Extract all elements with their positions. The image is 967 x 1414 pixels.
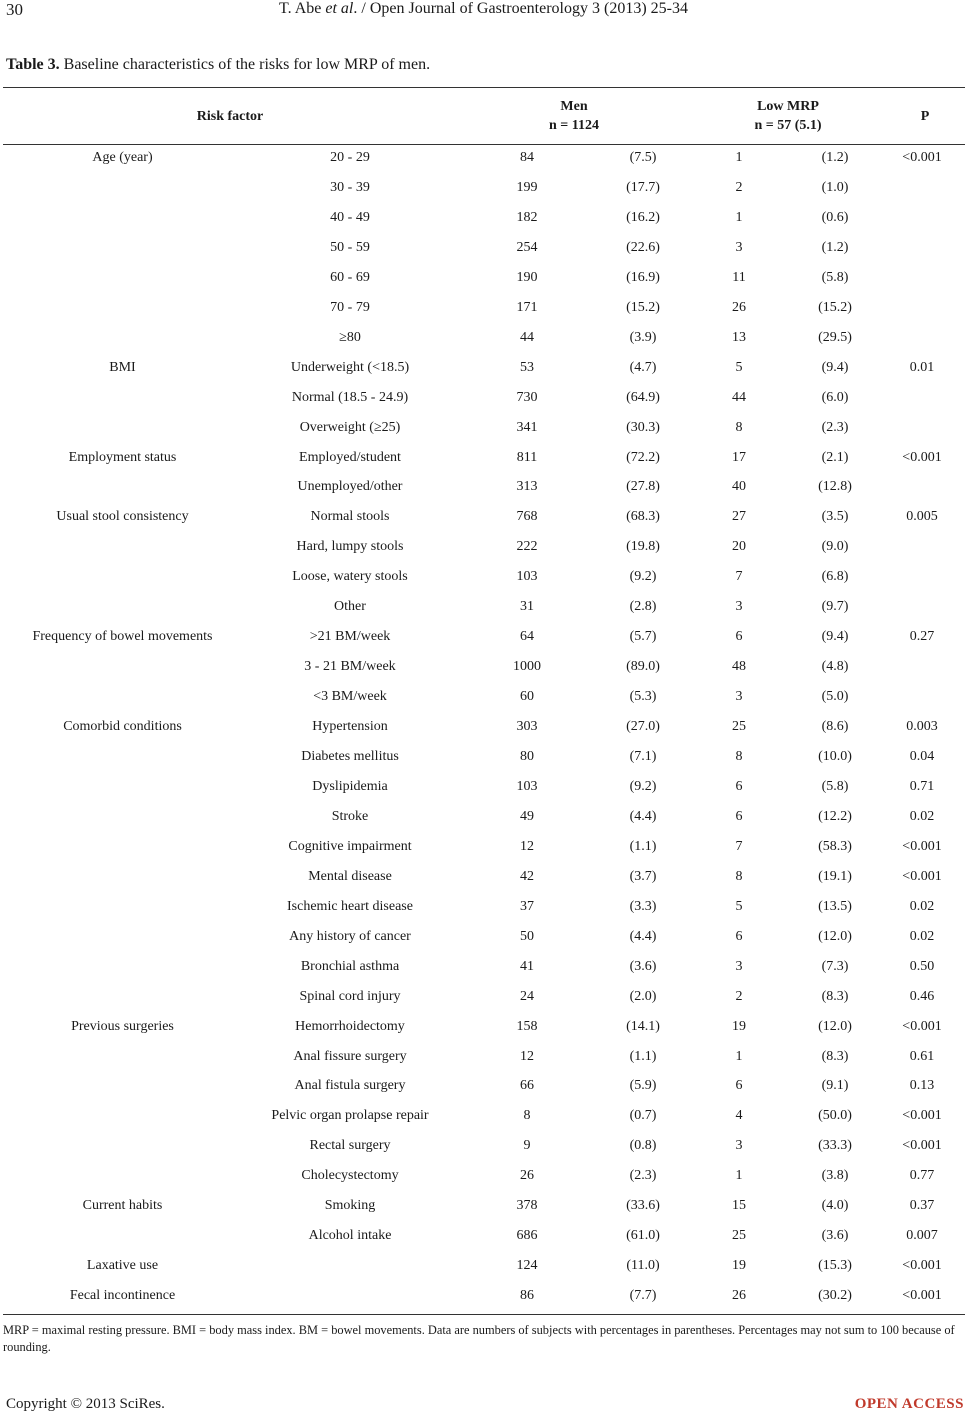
men-count-cell: 49 — [520, 808, 534, 824]
table-row — [0, 1198, 967, 1228]
subcategory-cell: Smoking — [324, 1198, 376, 1214]
low-mrp-count-cell: 7 — [735, 569, 743, 585]
men-percent-cell: (5.7) — [629, 629, 657, 645]
low-mrp-count-cell: 3 — [735, 239, 743, 255]
men-percent-cell: (7.7) — [629, 1288, 657, 1304]
men-percent-cell: (30.3) — [626, 419, 660, 435]
table-row — [0, 1049, 967, 1079]
low-mrp-percent-cell: (12.8) — [818, 479, 852, 495]
p-value-cell: 0.77 — [909, 1168, 935, 1184]
low-mrp-percent-cell: (12.0) — [818, 928, 852, 944]
p-value-cell: <0.001 — [902, 838, 942, 854]
low-mrp-count-cell: 48 — [732, 659, 746, 675]
subcategory-cell: Overweight (≥25) — [299, 419, 401, 435]
low-mrp-percent-cell: (3.5) — [821, 509, 849, 525]
low-mrp-count-cell: 26 — [732, 299, 746, 315]
low-mrp-percent-cell: (6.8) — [821, 569, 849, 585]
header-men-label: Men — [560, 99, 588, 114]
men-count-cell: 171 — [516, 299, 538, 315]
risk-factor-cell: Current habits — [82, 1198, 163, 1214]
risk-factor-cell: Laxative use — [86, 1258, 159, 1274]
p-value-cell: 0.37 — [909, 1198, 935, 1214]
men-count-cell: 50 — [520, 928, 534, 944]
table-row — [0, 360, 967, 390]
subcategory-cell: 70 - 79 — [330, 299, 370, 315]
table-row — [0, 270, 967, 300]
men-count-cell: 84 — [520, 150, 534, 165]
table-row — [0, 479, 967, 509]
copyright: Copyright © 2013 SciRes. — [6, 1396, 165, 1412]
risk-factor-cell: Frequency of bowel movements — [32, 629, 213, 645]
low-mrp-count-cell: 8 — [735, 419, 743, 435]
subcategory-cell: Diabetes mellitus — [301, 749, 399, 764]
low-mrp-percent-cell: (5.8) — [821, 778, 849, 794]
men-count-cell: 53 — [520, 359, 534, 375]
subcategory-cell: Hemorrhoidectomy — [295, 1018, 405, 1034]
men-count-cell: 730 — [516, 389, 538, 405]
men-count-cell: 64 — [520, 629, 534, 645]
header-men — [490, 97, 658, 135]
low-mrp-percent-cell: (2.1) — [821, 449, 849, 465]
men-percent-cell: (3.3) — [629, 898, 657, 914]
low-mrp-percent-cell: (9.0) — [821, 539, 849, 555]
men-percent-cell: (4.7) — [629, 359, 657, 375]
table-row — [0, 779, 967, 809]
men-count-cell: 303 — [516, 719, 538, 735]
low-mrp-count-cell: 6 — [735, 808, 743, 824]
p-value-cell: <0.001 — [902, 1288, 942, 1304]
men-count-cell: 341 — [516, 419, 538, 435]
subcategory-cell: Normal stools — [310, 509, 390, 525]
men-percent-cell: (15.2) — [626, 299, 660, 315]
table-row — [0, 899, 967, 929]
low-mrp-percent-cell: (8.3) — [821, 1048, 849, 1064]
subcategory-cell: Other — [334, 599, 366, 615]
running-head-journal: . / Open Journal of Gastroenterology 3 (2013) 25-34 — [353, 0, 688, 17]
men-count-cell: 41 — [520, 958, 534, 974]
subcategory-cell: Cognitive impairment — [288, 838, 412, 854]
subcategory-cell: Cholecystectomy — [301, 1168, 399, 1184]
low-mrp-count-cell: 11 — [732, 269, 746, 285]
subcategory-cell: Normal (18.5 - 24.9) — [291, 389, 409, 405]
men-percent-cell: (7.5) — [629, 150, 657, 165]
men-count-cell: 199 — [516, 179, 538, 195]
low-mrp-percent-cell: (12.0) — [818, 1018, 852, 1034]
men-percent-cell: (89.0) — [626, 659, 660, 675]
table-row — [0, 509, 967, 539]
table-row — [0, 240, 967, 270]
low-mrp-percent-cell: (8.6) — [821, 719, 849, 735]
low-mrp-count-cell: 1 — [735, 209, 743, 225]
men-percent-cell: (17.7) — [626, 179, 660, 195]
men-count-cell: 86 — [520, 1288, 534, 1304]
p-value-cell: <0.001 — [902, 150, 942, 165]
risk-factor-cell: Comorbid conditions — [63, 719, 182, 735]
risk-factor-cell: Age (year) — [92, 150, 153, 165]
table-row — [0, 1258, 967, 1288]
men-percent-cell: (16.9) — [626, 269, 660, 285]
men-percent-cell: (3.7) — [629, 868, 657, 884]
men-count-cell: 37 — [520, 898, 534, 914]
men-count-cell: 313 — [516, 479, 538, 495]
men-count-cell: 190 — [516, 269, 538, 285]
low-mrp-percent-cell: (4.8) — [821, 659, 849, 675]
table-row — [0, 749, 967, 779]
men-count-cell: 12 — [520, 838, 534, 854]
low-mrp-percent-cell: (30.2) — [818, 1288, 852, 1304]
subcategory-cell: Alcohol intake — [308, 1228, 392, 1244]
table-row — [0, 959, 967, 989]
header-low-mrp-label: Low MRP — [757, 99, 819, 114]
p-value-cell: 0.003 — [906, 719, 938, 735]
low-mrp-count-cell: 6 — [735, 928, 743, 944]
men-percent-cell: (2.3) — [629, 1168, 657, 1184]
men-percent-cell: (19.8) — [626, 539, 660, 555]
p-value-cell: <0.001 — [902, 1258, 942, 1274]
low-mrp-count-cell: 25 — [732, 719, 746, 735]
men-count-cell: 26 — [520, 1168, 534, 1184]
table-row — [0, 989, 967, 1019]
low-mrp-count-cell: 40 — [732, 479, 746, 495]
table-row — [0, 1019, 967, 1049]
low-mrp-count-cell: 20 — [732, 539, 746, 555]
table-row — [0, 1078, 967, 1108]
men-percent-cell: (9.2) — [629, 778, 657, 794]
low-mrp-count-cell: 4 — [735, 1108, 743, 1124]
men-percent-cell: (7.1) — [629, 749, 657, 764]
low-mrp-percent-cell: (1.0) — [821, 179, 849, 195]
table-row — [0, 1138, 967, 1168]
low-mrp-count-cell: 5 — [735, 898, 743, 914]
table-row — [0, 539, 967, 569]
low-mrp-count-cell: 19 — [732, 1258, 746, 1274]
low-mrp-percent-cell: (19.1) — [818, 868, 852, 884]
p-value-cell: 0.61 — [909, 1048, 935, 1064]
men-percent-cell: (14.1) — [626, 1018, 660, 1034]
subcategory-cell: 60 - 69 — [330, 269, 370, 285]
p-value-cell: 0.005 — [906, 509, 938, 525]
subcategory-cell: Dyslipidemia — [312, 778, 388, 794]
table-row — [0, 180, 967, 210]
low-mrp-percent-cell: (9.7) — [821, 599, 849, 615]
men-count-cell: 254 — [516, 239, 538, 255]
table-row — [0, 1168, 967, 1198]
p-value-cell: 0.02 — [909, 898, 935, 914]
subcategory-cell: Hypertension — [312, 719, 388, 735]
low-mrp-count-cell: 1 — [735, 1168, 743, 1184]
low-mrp-count-cell: 6 — [735, 1078, 743, 1094]
men-percent-cell: (3.9) — [629, 329, 657, 345]
p-value-cell: <0.001 — [902, 868, 942, 884]
table-caption-label: Table 3. — [6, 56, 60, 73]
men-percent-cell: (9.2) — [629, 569, 657, 585]
low-mrp-percent-cell: (5.8) — [821, 269, 849, 285]
men-percent-cell: (68.3) — [626, 509, 660, 525]
men-count-cell: 31 — [520, 599, 534, 615]
p-value-cell: 0.71 — [909, 778, 935, 794]
men-count-cell: 9 — [523, 1138, 531, 1154]
low-mrp-percent-cell: (33.3) — [818, 1138, 852, 1154]
subcategory-cell: Mental disease — [308, 868, 392, 884]
men-percent-cell: (72.2) — [626, 449, 660, 465]
table-footnote: MRP = maximal resting pressure. BMI = body mass index. BM = bowel movements. Data are numbers of subjects with percentages in parentheses. Percentages may not sum to 100 because of rounding. — [3, 1323, 955, 1354]
low-mrp-percent-cell: (13.5) — [818, 898, 852, 914]
low-mrp-count-cell: 3 — [735, 599, 743, 615]
low-mrp-percent-cell: (12.2) — [818, 808, 852, 824]
table-row — [0, 300, 967, 330]
table-row — [0, 659, 967, 689]
subcategory-cell: 30 - 39 — [330, 179, 370, 195]
subcategory-cell: Stroke — [331, 808, 369, 824]
subcategory-cell: Loose, watery stools — [292, 569, 408, 585]
subcategory-cell: Bronchial asthma — [300, 958, 400, 974]
low-mrp-percent-cell: (15.3) — [818, 1258, 852, 1274]
table-row — [0, 599, 967, 629]
p-value-cell: 0.02 — [909, 808, 935, 824]
men-percent-cell: (61.0) — [626, 1228, 660, 1244]
risk-factor-cell: Usual stool consistency — [56, 509, 189, 525]
low-mrp-count-cell: 3 — [735, 1138, 743, 1154]
p-value-cell: <0.001 — [902, 1138, 942, 1154]
men-count-cell: 24 — [520, 988, 534, 1004]
risk-factor-cell: Fecal incontinence — [69, 1288, 176, 1304]
low-mrp-percent-cell: (3.6) — [821, 1228, 849, 1244]
low-mrp-count-cell: 8 — [735, 868, 743, 884]
header-men-count: n = 1124 — [549, 118, 599, 133]
subcategory-cell: 3 - 21 BM/week — [304, 659, 396, 675]
men-count-cell: 124 — [516, 1258, 538, 1274]
low-mrp-percent-cell: (29.5) — [818, 329, 852, 345]
table-row — [0, 210, 967, 240]
subcategory-cell: ≥80 — [339, 329, 361, 345]
low-mrp-count-cell: 44 — [732, 389, 746, 405]
table-row — [0, 569, 967, 599]
men-percent-cell: (0.7) — [629, 1108, 657, 1124]
low-mrp-percent-cell: (2.3) — [821, 419, 849, 435]
subcategory-cell: Hard, lumpy stools — [296, 539, 404, 555]
men-count-cell: 811 — [516, 449, 538, 465]
table-caption — [6, 56, 430, 74]
table-row — [0, 839, 967, 869]
men-percent-cell: (33.6) — [626, 1198, 660, 1214]
men-count-cell: 8 — [523, 1108, 531, 1124]
running-head — [0, 0, 967, 18]
subcategory-cell: Anal fissure surgery — [293, 1048, 407, 1064]
risk-factor-cell: Employment status — [68, 449, 177, 465]
subcategory-cell: Spinal cord injury — [299, 988, 401, 1004]
men-percent-cell: (0.8) — [629, 1138, 657, 1154]
men-count-cell: 158 — [516, 1018, 538, 1034]
low-mrp-percent-cell: (6.0) — [821, 389, 849, 405]
subcategory-cell: Any history of cancer — [289, 928, 411, 944]
men-count-cell: 182 — [516, 209, 538, 225]
p-value-cell: <0.001 — [902, 1108, 942, 1124]
low-mrp-percent-cell: (9.4) — [821, 359, 849, 375]
subcategory-cell: Ischemic heart disease — [287, 898, 413, 914]
subcategory-cell: Rectal surgery — [309, 1138, 391, 1154]
men-count-cell: 103 — [516, 778, 538, 794]
low-mrp-count-cell: 6 — [735, 629, 743, 645]
subcategory-cell: Underweight (<18.5) — [290, 359, 410, 375]
men-percent-cell: (4.4) — [629, 808, 657, 824]
men-count-cell: 60 — [520, 689, 534, 705]
men-percent-cell: (3.6) — [629, 958, 657, 974]
low-mrp-percent-cell: (58.3) — [818, 838, 852, 854]
p-value-cell: 0.01 — [909, 359, 935, 375]
low-mrp-count-cell: 6 — [735, 778, 743, 794]
low-mrp-count-cell: 2 — [735, 179, 743, 195]
table-row — [0, 330, 967, 360]
table-header-rule — [3, 144, 965, 145]
p-value-cell: 0.50 — [909, 958, 935, 974]
subcategory-cell: Unemployed/other — [297, 479, 403, 495]
risk-factor-cell: Previous surgeries — [71, 1018, 174, 1034]
men-percent-cell: (11.0) — [626, 1258, 660, 1274]
table-row — [0, 719, 967, 749]
risk-factor-cell: BMI — [109, 359, 136, 375]
header-risk-factor: Risk factor — [196, 109, 264, 124]
p-value-cell: 0.46 — [909, 988, 935, 1004]
open-access-label: OPEN ACCESS — [854, 1396, 964, 1412]
table-row — [0, 689, 967, 719]
low-mrp-count-cell: 3 — [735, 958, 743, 974]
men-percent-cell: (1.1) — [629, 1048, 657, 1064]
men-count-cell: 66 — [520, 1078, 534, 1094]
men-count-cell: 1000 — [513, 659, 541, 675]
low-mrp-count-cell: 8 — [735, 749, 743, 764]
low-mrp-count-cell: 5 — [735, 359, 743, 375]
men-percent-cell: (4.4) — [629, 928, 657, 944]
men-count-cell: 12 — [520, 1048, 534, 1064]
low-mrp-percent-cell: (50.0) — [818, 1108, 852, 1124]
p-value-cell: 0.007 — [906, 1228, 938, 1244]
low-mrp-percent-cell: (15.2) — [818, 299, 852, 315]
low-mrp-percent-cell: (0.6) — [821, 209, 849, 225]
low-mrp-percent-cell: (7.3) — [821, 958, 849, 974]
men-count-cell: 103 — [516, 569, 538, 585]
low-mrp-percent-cell: (4.0) — [821, 1198, 849, 1214]
low-mrp-count-cell: 15 — [732, 1198, 746, 1214]
men-count-cell: 378 — [516, 1198, 538, 1214]
subcategory-cell: 50 - 59 — [330, 239, 370, 255]
low-mrp-count-cell: 2 — [735, 988, 743, 1004]
men-count-cell: 222 — [516, 539, 538, 555]
running-head-et-al: et al — [325, 0, 354, 17]
men-percent-cell: (22.6) — [626, 239, 660, 255]
low-mrp-percent-cell: (5.0) — [821, 689, 849, 705]
table-row — [0, 150, 967, 180]
low-mrp-count-cell: 19 — [732, 1018, 746, 1034]
men-count-cell: 80 — [520, 749, 534, 764]
p-value-cell: 0.27 — [909, 629, 935, 645]
p-value-cell: 0.13 — [909, 1078, 935, 1094]
header-low-mrp — [703, 97, 873, 135]
header-p: P — [920, 109, 930, 124]
low-mrp-percent-cell: (8.3) — [821, 988, 849, 1004]
table-bottom-rule — [3, 1314, 965, 1315]
p-value-cell: <0.001 — [902, 1018, 942, 1034]
header-low-mrp-count: n = 57 (5.1) — [754, 118, 822, 133]
low-mrp-percent-cell: (10.0) — [818, 749, 852, 764]
men-percent-cell: (27.0) — [626, 719, 660, 735]
table-row — [0, 809, 967, 839]
low-mrp-count-cell: 13 — [732, 329, 746, 345]
running-head-authors: T. Abe — [279, 0, 326, 17]
low-mrp-percent-cell: (1.2) — [821, 239, 849, 255]
men-percent-cell: (16.2) — [626, 209, 660, 225]
low-mrp-percent-cell: (1.2) — [821, 150, 849, 165]
table-row — [0, 929, 967, 959]
men-percent-cell: (64.9) — [626, 389, 660, 405]
low-mrp-percent-cell: (9.1) — [821, 1078, 849, 1094]
low-mrp-count-cell: 7 — [735, 838, 743, 854]
p-value-cell: 0.04 — [909, 749, 935, 764]
men-count-cell: 768 — [516, 509, 538, 525]
table-row — [0, 450, 967, 480]
subcategory-cell: Pelvic organ prolapse repair — [271, 1108, 429, 1124]
low-mrp-count-cell: 17 — [732, 449, 746, 465]
subcategory-cell: <3 BM/week — [313, 689, 387, 705]
p-value-cell: 0.02 — [909, 928, 935, 944]
men-percent-cell: (5.9) — [629, 1078, 657, 1094]
subcategory-cell: Employed/student — [299, 449, 401, 465]
table-caption-text: Baseline characteristics of the risks for low MRP of men. — [59, 56, 431, 73]
low-mrp-count-cell: 26 — [732, 1288, 746, 1304]
men-percent-cell: (2.8) — [629, 599, 657, 615]
p-value-cell: <0.001 — [902, 449, 942, 465]
low-mrp-count-cell: 3 — [735, 689, 743, 705]
men-percent-cell: (2.0) — [629, 988, 657, 1004]
low-mrp-count-cell: 25 — [732, 1228, 746, 1244]
men-percent-cell: (27.8) — [626, 479, 660, 495]
table-row — [0, 1108, 967, 1138]
low-mrp-percent-cell: (3.8) — [821, 1168, 849, 1184]
table-row — [0, 1228, 967, 1258]
men-percent-cell: (5.3) — [629, 689, 657, 705]
subcategory-cell: 40 - 49 — [330, 209, 370, 225]
subcategory-cell: Anal fistula surgery — [294, 1078, 406, 1094]
subcategory-cell: >21 BM/week — [309, 629, 391, 645]
table-row — [0, 629, 967, 659]
page-number: 30 — [6, 0, 23, 19]
men-count-cell: 686 — [516, 1228, 538, 1244]
low-mrp-count-cell: 27 — [732, 509, 746, 525]
low-mrp-percent-cell: (9.4) — [821, 629, 849, 645]
subcategory-cell: 20 - 29 — [330, 150, 370, 165]
table-row — [0, 420, 967, 450]
table-row — [0, 390, 967, 420]
men-count-cell: 44 — [520, 329, 534, 345]
low-mrp-count-cell: 1 — [735, 150, 743, 165]
men-percent-cell: (1.1) — [629, 838, 657, 854]
low-mrp-count-cell: 1 — [735, 1048, 743, 1064]
table-row — [0, 869, 967, 899]
men-count-cell: 42 — [520, 868, 534, 884]
table-top-rule — [3, 87, 965, 88]
